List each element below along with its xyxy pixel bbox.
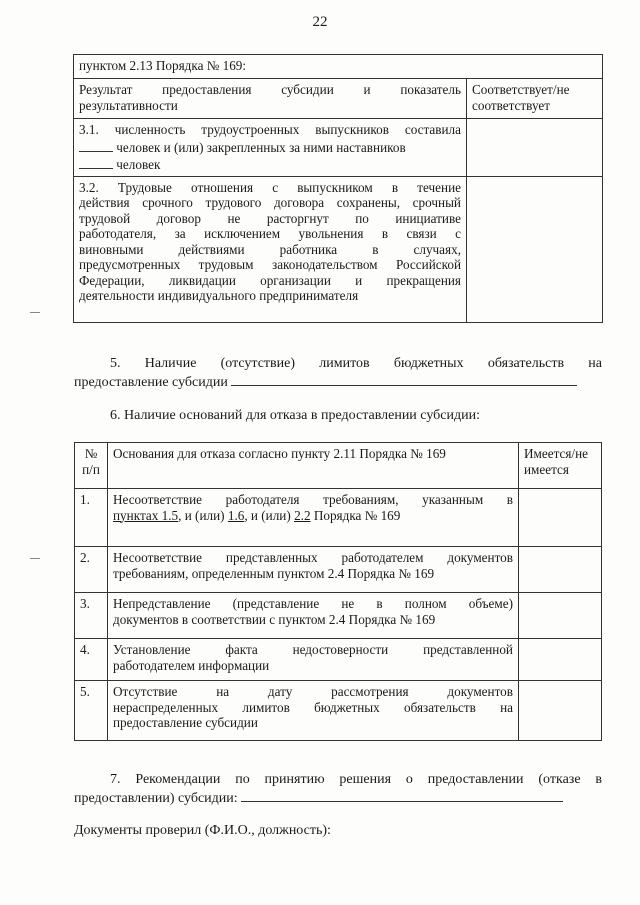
checked-by-label: Документы проверил (Ф.И.О., должность): [74, 823, 331, 838]
row1-line3: человек [116, 157, 161, 172]
row2-line: Федерации, ликвидации организации и прекращения [79, 272, 461, 288]
status-cell[interactable] [519, 639, 602, 681]
link-clause-1-5[interactable]: пунктах 1.5 [113, 507, 179, 523]
status-cell[interactable] [519, 593, 602, 639]
item-7-line2: предоставлении) субсидии: [74, 791, 238, 806]
blank-field [79, 155, 113, 169]
item-5-line1: 5. Наличие (отсутствие) лимитов бюджетных обязательств на [110, 356, 602, 371]
item-7 [74, 771, 602, 807]
reason-line: документов в соответствии с пунктом 2.4 Порядка № 169 [113, 611, 436, 627]
item-7-line1: 7. Рекомендации по принятию решения о предоставлении (отказе в [110, 772, 602, 787]
status-cell[interactable] [519, 547, 602, 593]
item-6: 6. Наличие оснований для отказа в предоставлении субсидии: [110, 408, 480, 423]
reason-text: Порядка № 169 [310, 507, 401, 523]
page-number: 22 [312, 14, 328, 30]
table-continued-header: пунктом 2.13 Порядка № 169: [74, 55, 603, 79]
results-col-header [74, 79, 467, 119]
row1-line3-wrap [79, 155, 461, 173]
row1-line2-wrap [79, 138, 461, 156]
link-clause-1-6[interactable]: 1.6 [227, 507, 245, 523]
reason-line: Несоответствие представленных работодателем документов [113, 550, 513, 565]
item-5-line2-wrap [74, 372, 602, 391]
reason-text: , и (или) [244, 507, 295, 523]
num-col-header: № п/п [75, 443, 108, 489]
reason-line: Непредставление (представление не в полном объеме) [113, 596, 513, 611]
compliance-col-header-line1: Соответствует/не [472, 82, 570, 97]
results-table [73, 54, 603, 323]
row-num: 3. [75, 593, 108, 639]
row2-line: виновными действиями работника в случаях, [79, 241, 461, 257]
reason-line: Установление факта недостоверности представленной [113, 642, 513, 657]
reason-text: , и (или) [178, 507, 228, 523]
compliance-cell[interactable] [467, 119, 603, 177]
row-num: 5. [75, 681, 108, 741]
table-row [108, 593, 519, 639]
row-num: 2. [75, 547, 108, 593]
row1-line1: 3.1. численность трудоустроенных выпускников составила [79, 122, 461, 137]
scan-mark [30, 312, 40, 313]
reason-col-header: Основания для отказа согласно пункту 2.11 Порядка № 169 [108, 443, 519, 489]
table-row [74, 119, 467, 177]
row-num: 4. [75, 639, 108, 681]
row2-line: 3.2. Трудовые отношения с выпускником в течение [79, 179, 461, 195]
reason-line: предоставление субсидии [113, 715, 258, 730]
link-clause-2-2[interactable]: 2.2 [294, 507, 311, 523]
table-row [108, 489, 519, 547]
row2-line: предусмотренных трудовым законодательством Российской [79, 257, 461, 272]
row2-line: трудовой договор не расторгнут по инициативе [79, 210, 461, 226]
item-7-blank-field[interactable] [241, 788, 563, 802]
status-cell[interactable] [519, 681, 602, 741]
compliance-col-header-line2: соответствует [472, 97, 550, 113]
results-col-header-line2: результативности [79, 97, 178, 113]
item-5-blank-field[interactable] [231, 372, 577, 386]
table-row [108, 681, 519, 741]
row-num: 1. [75, 489, 108, 547]
reason-line: Несоответствие работодателя требованиям, указанным в [113, 492, 513, 507]
blank-field [79, 138, 113, 152]
compliance-cell[interactable] [467, 176, 603, 322]
status-cell[interactable] [519, 489, 602, 547]
row2-line: деятельности индивидуального предпринимателя [79, 288, 359, 303]
item-5-line2: предоставление субсидии [74, 375, 228, 390]
reason-line-links [113, 508, 513, 524]
row2-line: работодателя, за исключением увольнения в связи с [79, 226, 461, 241]
reason-line: Отсутствие на дату рассмотрения документов [113, 684, 513, 699]
table-row [74, 176, 467, 322]
reason-line: требованиям, определенным пунктом 2.4 Порядка № 169 [113, 565, 435, 581]
table-row [108, 547, 519, 593]
results-col-header-line1: Результат предоставления субсидии и показатель [79, 82, 461, 97]
table-row [108, 639, 519, 681]
reason-line: работодателем информации [113, 657, 270, 673]
reason-line: нераспределенных лимитов бюджетных обязательств на [113, 699, 513, 715]
row2-line: действия срочного трудового договора сохранены, срочный [79, 195, 461, 210]
item-5 [74, 355, 602, 391]
refusal-grounds-table [74, 442, 602, 741]
row1-line2: человек и (или) закрепленных за ними наставников [116, 139, 406, 155]
item-7-line2-wrap [74, 788, 602, 807]
scan-mark [30, 558, 40, 559]
status-col-header: Имеется/не имеется [519, 443, 602, 489]
compliance-col-header [467, 79, 603, 119]
